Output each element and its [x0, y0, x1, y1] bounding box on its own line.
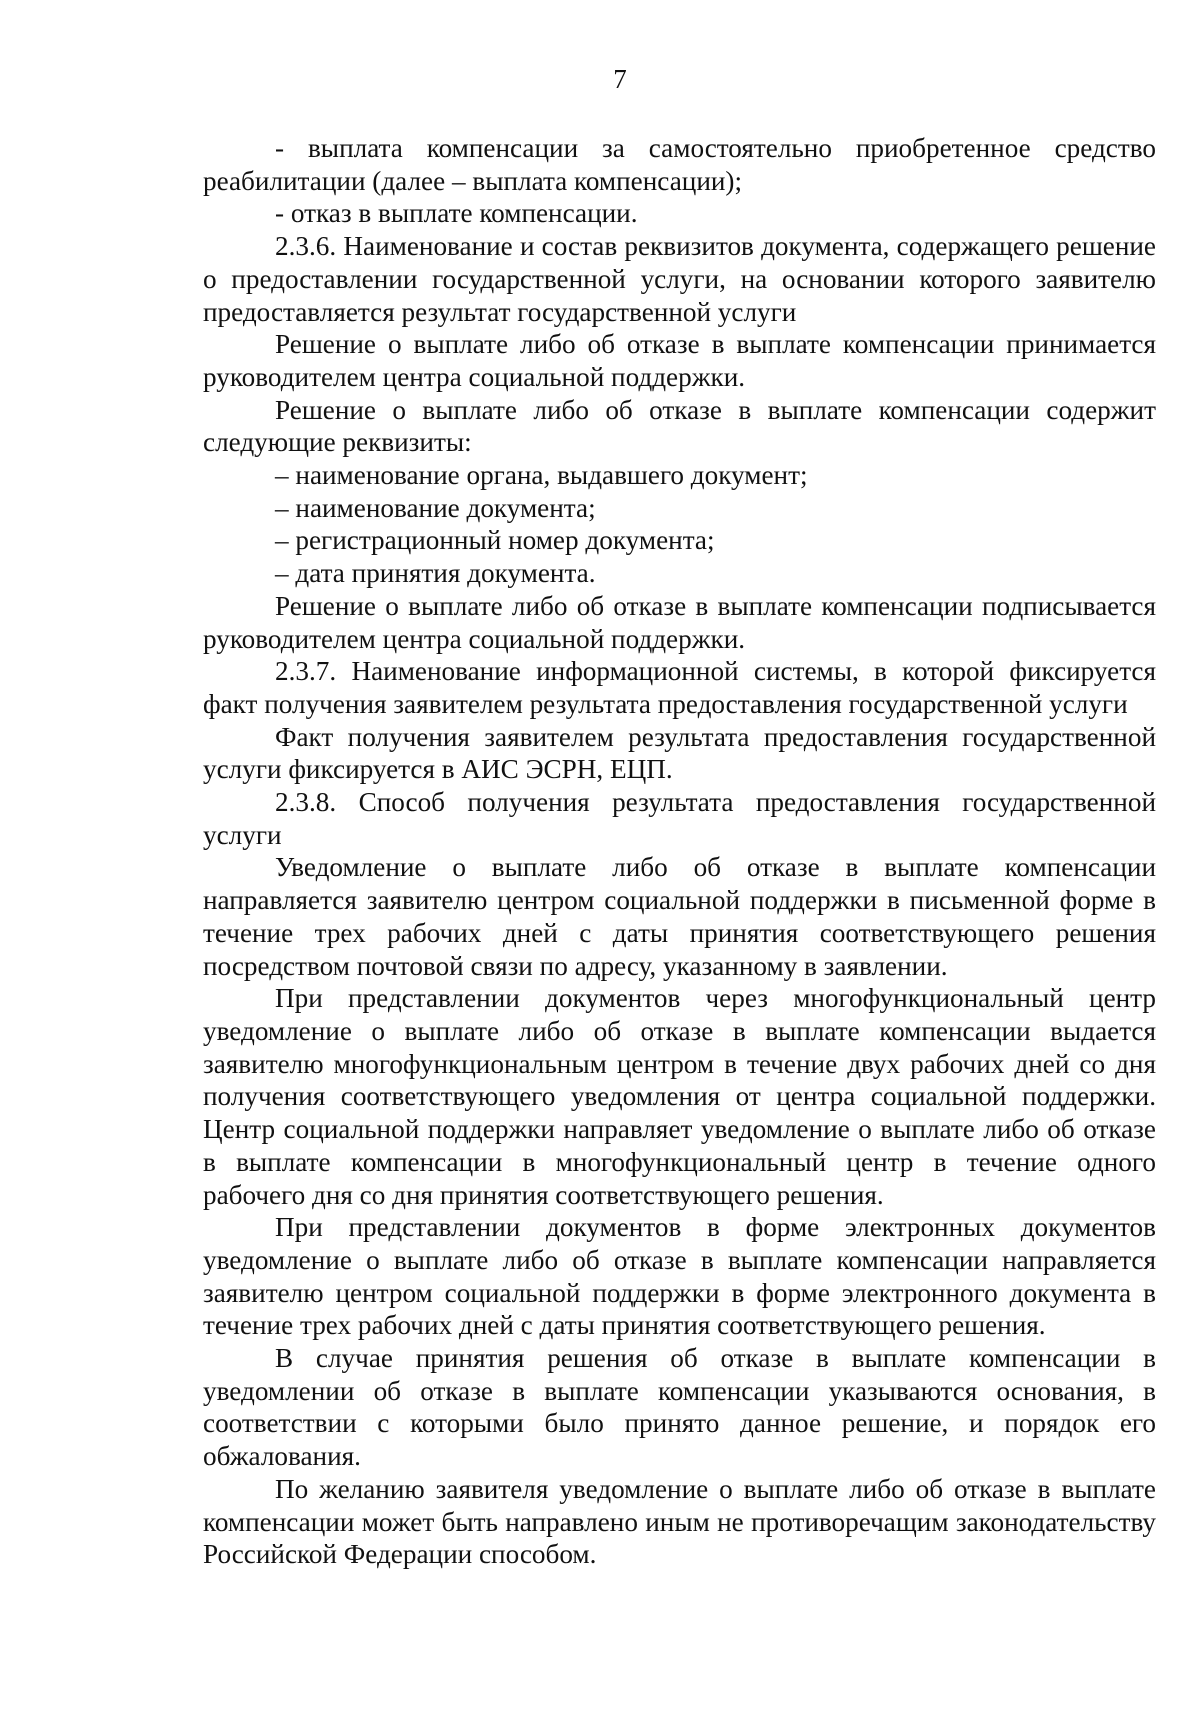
section-heading-2-3-8: 2.3.8. Способ получения результата предоставления государственной услуги — [203, 787, 1156, 850]
list-item: – дата принятия документа. — [275, 558, 596, 589]
list-item: – регистрационный номер документа; — [275, 525, 715, 556]
paragraph: Решение о выплате либо об отказе в выплате компенсации содержит следующие реквизиты: — [203, 394, 1156, 458]
paragraph: При представлении документов через многофункциональный центр уведомление о выплате либо об отказе в выплате компенсации выдается заявителю многофункциональным центром в течение двух рабочих дней со дня получения соответствующего уведомления от центра социальной поддержки. Центр социальной поддержки направляет уведомление о выплате либо об отказе в выплате компенсации в многофункциональный центр в течение одного рабочего дня со дня принятия соответствующего решения. — [203, 983, 1156, 1210]
paragraph: В случае принятия решения об отказе в выплате компенсации в уведомлении об отказе в выплате компенсации указываются основания, в соответствии с которыми было принято данное решение, и порядок его обжалования. — [203, 1343, 1156, 1472]
paragraph: Решение о выплате либо об отказе в выплате компенсации принимается руководителем центра социальной поддержки. — [203, 329, 1156, 392]
document-body — [203, 132, 1156, 1571]
paragraph: При представлении документов в форме электронных документов уведомление о выплате либо об отказе в выплате компенсации направляется заявителю центром социальной поддержки в форме электронного документа в течение трех рабочих дней с даты принятия соответствующего решения. — [203, 1212, 1156, 1341]
section-heading-2-3-7: 2.3.7. Наименование информационной системы, в которой фиксируется факт получения заявителем результата предоставления государственной услуги — [203, 656, 1156, 719]
list-item: – наименование органа, выдавшего документ; — [275, 460, 808, 491]
paragraph: По желанию заявителя уведомление о выплате либо об отказе в выплате компенсации может быть направлено иным не противоречащим законодательству Российской Федерации способом. — [203, 1473, 1156, 1570]
paragraph: Уведомление о выплате либо об отказе в выплате компенсации направляется заявителю центром социальной поддержки в письменной форме в течение трех рабочих дней с даты принятия соответствующего решения посредством почтовой связи по адресу, указанному в заявлении. — [203, 852, 1156, 981]
paragraph: - выплата компенсации за самостоятельно приобретенное средство реабилитации (далее – выплата компенсации); — [203, 133, 1156, 196]
paragraph: Факт получения заявителем результата предоставления государственной услуги фиксируется в АИС ЭСРН, ЕЦП. — [203, 721, 1156, 785]
paragraph: - отказ в выплате компенсации. — [275, 198, 638, 229]
page-number: 7 — [613, 64, 627, 94]
section-heading-2-3-6: 2.3.6. Наименование и состав реквизитов документа, содержащего решение о предоставлении государственной услуги, на основании которого заявителю предоставляется результат государственной услуги — [203, 231, 1156, 327]
paragraph: Решение о выплате либо об отказе в выплате компенсации подписывается руководителем центра социальной поддержки. — [203, 590, 1156, 654]
list-item: – наименование документа; — [275, 492, 596, 523]
